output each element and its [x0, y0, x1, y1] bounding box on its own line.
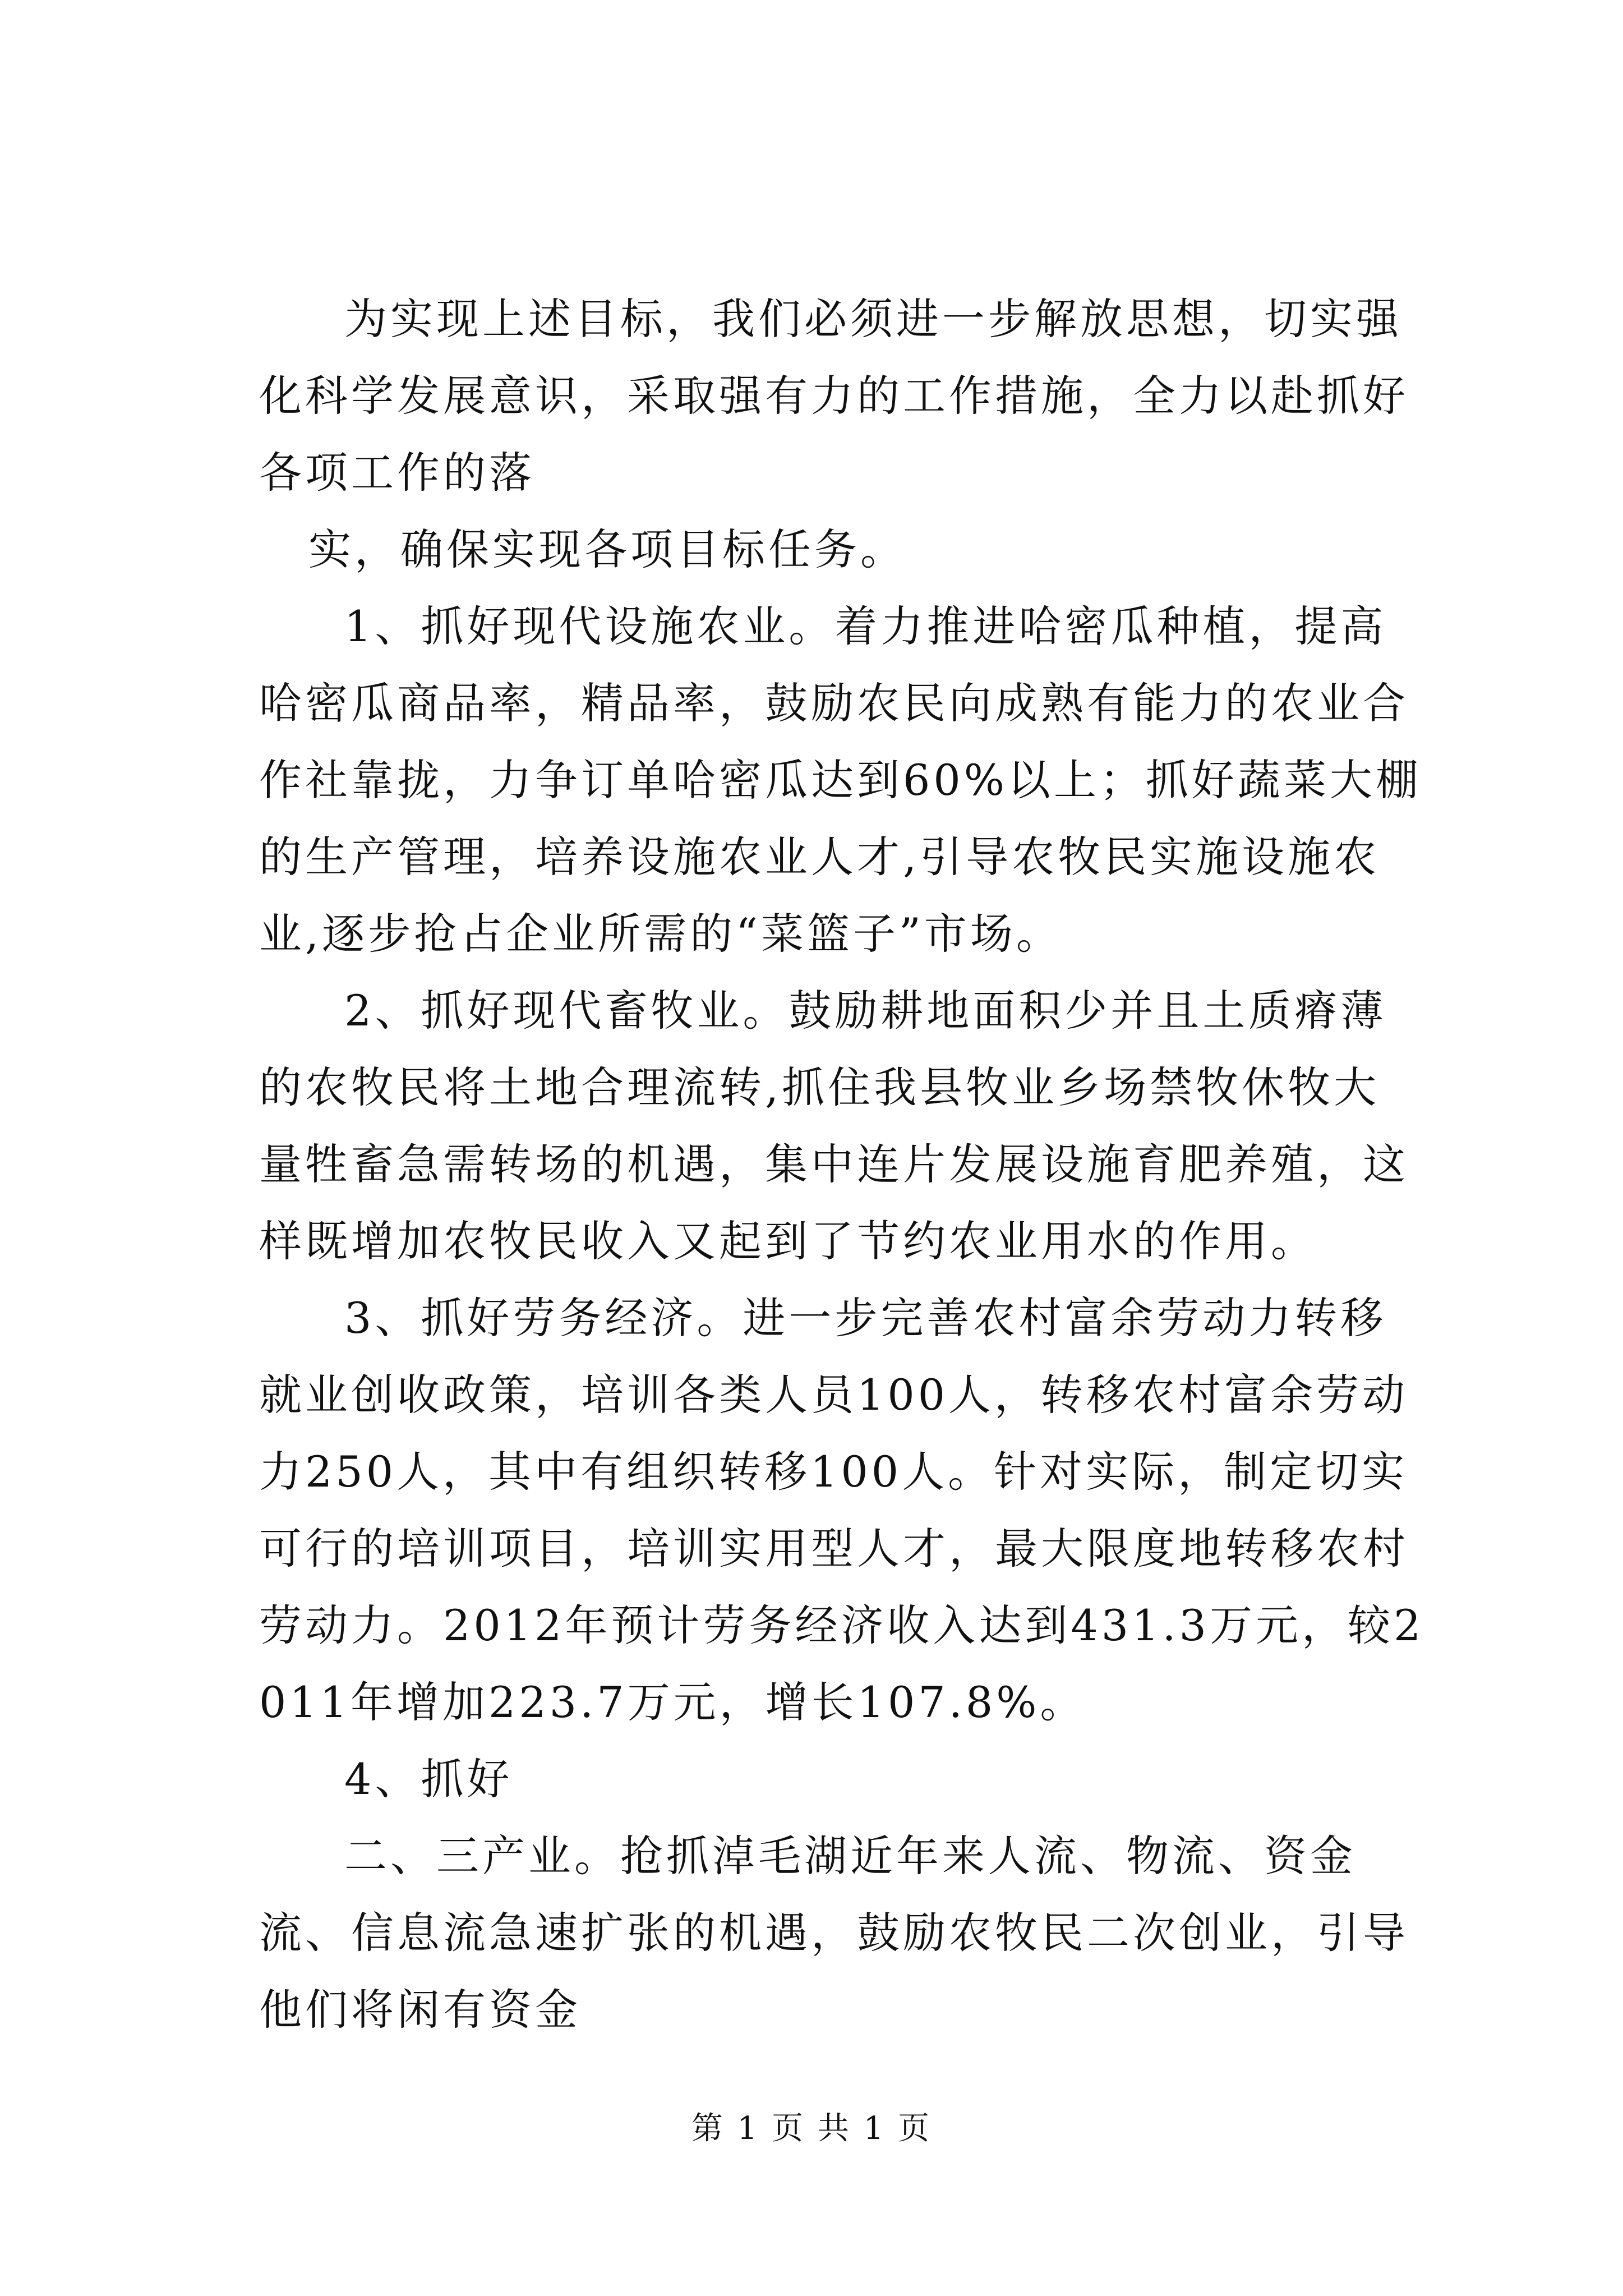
page-footer: 第 1 页 共 1 页 — [691, 2110, 932, 2147]
paragraph-intro-continued: 实，确保实现各项目标任务。 — [308, 524, 906, 574]
paragraph-item-3: 3、抓好劳务经济。进一步完善农村富余劳动力转移就业创收政策，培训各类人员100人，转移农村富余劳动力250人，其中有组织转移100人。针对实际，制定切实可行的培训项目，培训实用型人才，最大限度地转移农村劳动力。2012年预计劳务经济收入达到431.3万元，较2011年增加223.7万元，增长107.8%。 — [259, 1293, 1424, 1727]
document-body — [259, 280, 1426, 2048]
paragraph-intro: 为实现上述目标，我们必须进一步解放思想，切实强化科学发展意识，采取强有力的工作措施，全力以赴抓好各项工作的落 — [259, 294, 1409, 498]
paragraph-item-4: 4、抓好 — [344, 1754, 513, 1804]
paragraph-item-4-continued: 二、三产业。抢抓淖毛湖近年来人流、物流、资金流、信息流急速扩张的机遇，鼓励农牧民二次创业，引导他们将闲有资金 — [259, 1831, 1409, 2035]
paragraph-item-1: 1、抓好现代设施农业。着力推进哈密瓜种植，提高哈密瓜商品率，精品率，鼓励农民向成熟有能力的农业合作社靠拢，力争订单哈密瓜达到60%以上；抓好蔬菜大棚的生产管理，培养设施农业人才,引导农牧民实施设施农业,逐步抢占企业所需的“菜篮子”市场。 — [259, 601, 1422, 959]
paragraph-item-2: 2、抓好现代畜牧业。鼓励耕地面积少并且土质瘠薄的农牧民将土地合理流转,抓住我县牧业乡场禁牧休牧大量牲畜急需转场的机遇，集中连片发展设施育肥养殖，这样既增加农牧民收入又起到了节约农业用水的作用。 — [259, 986, 1409, 1266]
